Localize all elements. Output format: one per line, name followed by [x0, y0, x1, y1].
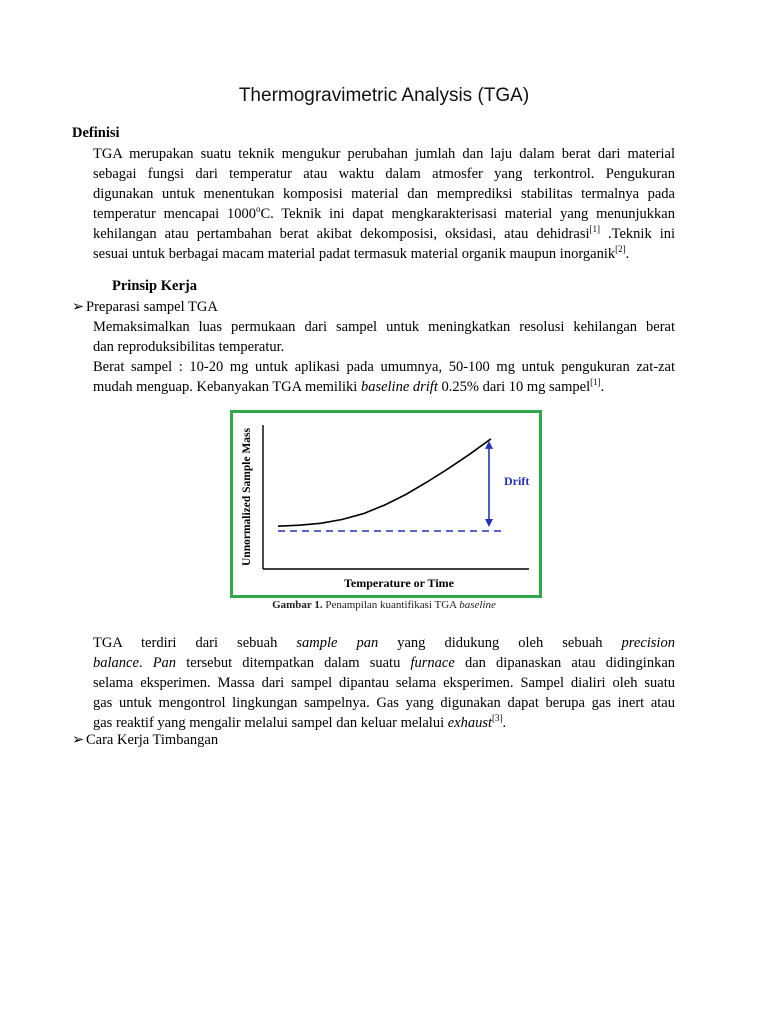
definisi-paragraph	[93, 144, 675, 264]
paragraph-line: selama eksperimen. Massa dari sampel dipantau selama eksperimen. Sampel dialiri oleh suatu	[93, 675, 675, 691]
prinsip-kerja-heading: Prinsip Kerja	[112, 278, 197, 294]
figure-caption: Gambar 1. Penampilan kuantifikasi TGA baseline	[272, 599, 496, 611]
paragraph-line: gas reaktif yang mengalir melalui sampel dan keluar melalui exhaust[3].	[93, 713, 507, 731]
citation: [1]	[589, 224, 600, 235]
preparasi-paragraph	[93, 317, 675, 397]
bullet-label: Preparasi sampel TGA	[86, 299, 218, 315]
citation: [3]	[492, 713, 503, 724]
paragraph-line: temperatur mencapai 1000$^o$C. Teknik ini dapat mengkarakterisasi material yang menunjukkan	[93, 204, 675, 222]
arrow-bullet-icon: ➢	[72, 732, 85, 748]
paragraph-line: dan reproduksibilitas temperatur.	[93, 339, 285, 355]
paragraph-line: balance. Pan tersebut ditempatkan dalam suatu furnace dan dipanaskan atau didinginkan	[93, 655, 676, 671]
citation: [2]	[615, 244, 626, 255]
figure-frame	[230, 410, 542, 598]
paragraph-line: sebagai fungsi dari temperatur atau waktu dalam atmosfer yang terkontrol. Pengukuran	[93, 166, 675, 182]
drift-arrow-head-bottom	[485, 519, 493, 527]
arrow-bullet-icon: ➢	[72, 299, 85, 315]
paragraph-line: Memaksimalkan luas permukaan dari sampel untuk meningkatkan resolusi kehilangan berat	[93, 319, 675, 335]
bullet-item	[72, 297, 218, 317]
tga-baseline-chart	[233, 413, 539, 595]
series-line-sample-mass	[278, 439, 491, 526]
bullet-label: Cara Kerja Timbangan	[86, 732, 219, 748]
citation: [1]	[590, 377, 601, 388]
paragraph-line: gas untuk mengontrol lingkungan sampelnya. Gas yang digunakan dapat berupa gas inert atau	[93, 695, 675, 711]
paragraph-line: TGA merupakan suatu teknik mengukur perubahan jumlah dan laju dalam berat dari material	[93, 146, 675, 162]
paragraph-line: mudah menguap. Kebanyakan TGA memiliki baseline drift 0.25% dari 10 mg sampel[1].	[93, 377, 605, 395]
paragraph-line: sesuai untuk berbagai macam material padat termasuk material organik maupun inorganik[2].	[93, 244, 630, 262]
y-axis-label: Unnormalized Sample Mass	[241, 428, 253, 566]
paragraph-line: digunakan untuk menentukan komposisi material dan memprediksi stabilitas termalnya pada	[93, 186, 675, 202]
tga-paragraph	[93, 633, 675, 733]
x-axis-label: Temperature or Time	[344, 576, 454, 590]
definisi-heading: Definisi	[72, 125, 120, 141]
bullet-item	[72, 730, 218, 750]
page-title: Thermogravimetric Analysis (TGA)	[238, 85, 530, 106]
paragraph-line: TGA terdiri dari sebuah sample pan yang didukung oleh sebuah precision	[93, 635, 675, 651]
paragraph-line: Berat sampel : 10-20 mg untuk aplikasi pada umumnya, 50-100 mg untuk pengukuran zat-zat	[93, 359, 675, 375]
drift-annotation: Drift	[504, 474, 530, 488]
paragraph-line: kehilangan atau pertambahan berat akibat dekomposisi, oksidasi, atau dehidrasi[1] .Teknik ini	[93, 224, 676, 242]
